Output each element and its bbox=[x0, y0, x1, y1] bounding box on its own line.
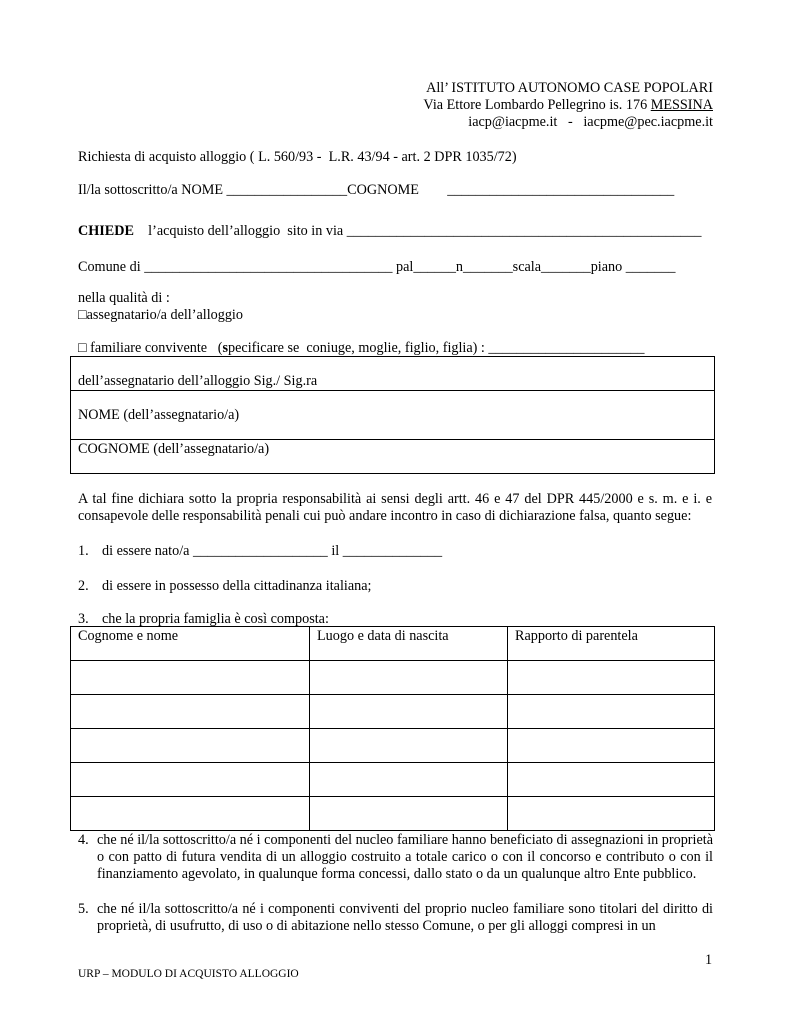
family-table-row-divider bbox=[70, 728, 715, 729]
family-table-row-divider bbox=[70, 694, 715, 695]
option-familiare-bold: s bbox=[222, 340, 229, 356]
header-emails: iacp@iacpme.it - iacpme@pec.iacpme.it bbox=[468, 114, 713, 130]
item-5-text: che né il/la sottoscritto/a né i componenti conviventi del proprio nucleo familiare sono titolari del diritto di proprietà, di usufrutto, di uso o di abitazione nello stesso Comune, o per gli alloggi compresi in un bbox=[97, 901, 713, 935]
option-familiare-prefix: □ familiare convivente ( bbox=[78, 340, 223, 356]
chiede-label: CHIEDE bbox=[78, 223, 134, 239]
family-table-row-divider bbox=[70, 796, 715, 797]
header-institute: All’ ISTITUTO AUTONOMO CASE POPOLARI bbox=[426, 80, 713, 96]
assegnatario-divider-1 bbox=[70, 390, 715, 391]
family-table-row-divider bbox=[70, 762, 715, 763]
family-table-header-relation: Rapporto di parentela bbox=[515, 628, 638, 644]
name-surname-line[interactable]: Il/la sottoscritto/a NOME _________________COGNOME ________________________________ bbox=[78, 182, 675, 198]
family-table-header-birth: Luogo e data di nascita bbox=[317, 628, 449, 644]
option-familiare[interactable] bbox=[78, 340, 644, 357]
assegnatario-row-header: dell’assegnatario dell’alloggio Sig./ Sig.ra bbox=[78, 373, 318, 389]
comune-line[interactable]: Comune di ___________________________________ pal______n_______scala_______piano _______ bbox=[78, 259, 676, 275]
option-assegnatario[interactable]: □assegnatario/a dell’alloggio bbox=[78, 307, 243, 323]
assegnatario-nome-field[interactable]: NOME (dell’assegnatario/a) bbox=[78, 407, 240, 423]
dichiarazione-paragraph: A tal fine dichiara sotto la propria responsabilità ai sensi degli artt. 46 e 47 del DPR 445/2000 e s. m. e i. e consapevole delle responsabilità penali cui può andare incontro in caso di dichiarazione falsa, quanto segue: bbox=[78, 491, 712, 525]
header-street: Via Ettore Lombardo Pellegrino is. 176 bbox=[423, 97, 651, 113]
header-city: MESSINA bbox=[650, 97, 713, 113]
item-3-number: 3. bbox=[78, 611, 89, 627]
family-table-row-divider bbox=[70, 660, 715, 661]
footer-text: URP – MODULO DI ACQUISTO ALLOGGIO bbox=[78, 968, 299, 980]
item-2-number: 2. bbox=[78, 578, 89, 594]
option-familiare-suffix: pecificare se coniuge, moglie, figlio, figlia) : ______________________ bbox=[228, 340, 645, 356]
qualita-heading: nella qualità di : bbox=[78, 290, 170, 306]
item-4-number: 4. bbox=[78, 832, 89, 848]
family-table-header-name: Cognome e nome bbox=[78, 628, 179, 644]
item-1-number: 1. bbox=[78, 543, 89, 559]
chiede-line bbox=[78, 223, 701, 240]
item-4-text: che né il/la sottoscritto/a né i componenti del nucleo familiare hanno beneficiato di assegnazioni in proprietà o con patto di futura vendita di un alloggio costruito a totale carico o con il concorso e contributo o con il finanziamento agevolato, in qualunque forma concessi, dallo stato o da un qualunque altro Ente pubblico. bbox=[97, 832, 713, 883]
assegnatario-cognome-field[interactable]: COGNOME (dell’assegnatario/a) bbox=[78, 441, 270, 457]
header-address bbox=[423, 97, 713, 114]
item-5-number: 5. bbox=[78, 901, 89, 917]
assegnatario-divider-2 bbox=[70, 439, 715, 440]
item-3-text: che la propria famiglia è così composta: bbox=[102, 611, 329, 627]
item-1-birth-field[interactable]: di essere nato/a ___________________ il ______________ bbox=[102, 543, 443, 559]
request-title: Richiesta di acquisto alloggio ( L. 560/93 - L.R. 43/94 - art. 2 DPR 1035/72) bbox=[78, 149, 517, 165]
chiede-address-field[interactable]: l’acquisto dell’alloggio sito in via __________________________________________________ bbox=[148, 223, 702, 239]
item-2-text: di essere in possesso della cittadinanza italiana; bbox=[102, 578, 372, 594]
page-number: 1 bbox=[705, 952, 713, 968]
